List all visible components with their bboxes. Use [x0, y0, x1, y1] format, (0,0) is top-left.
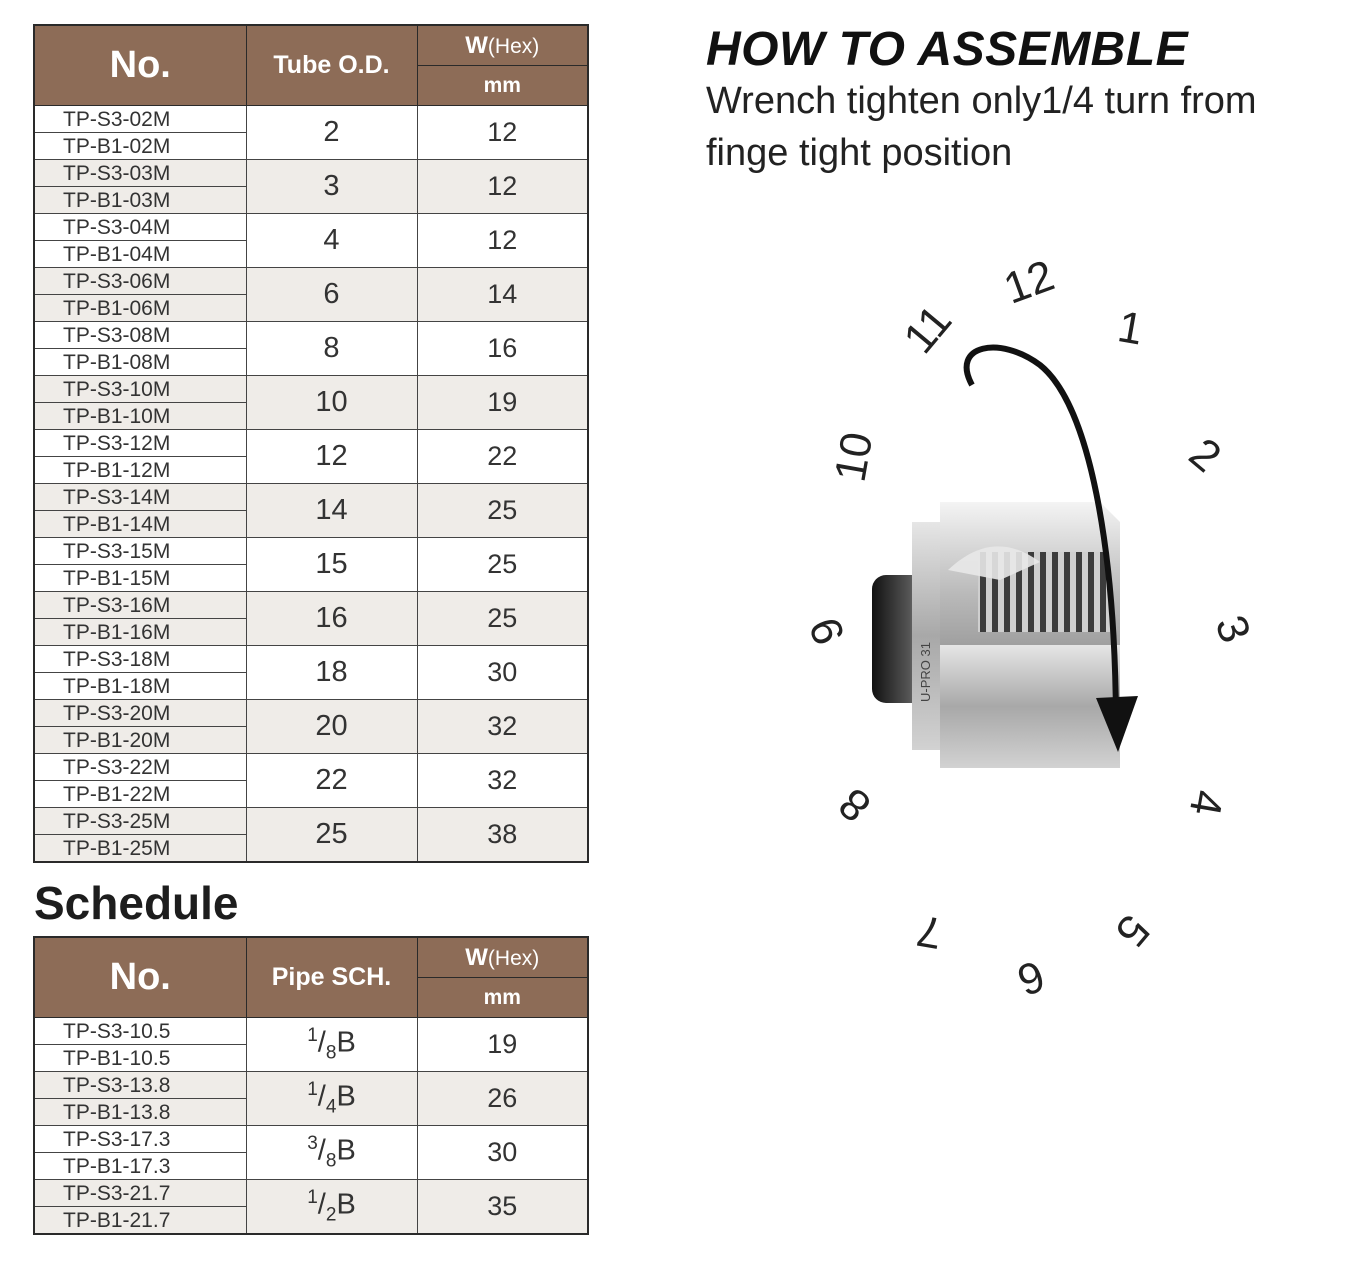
part-number-s3: TP-S3-22M [34, 754, 246, 781]
fraction-numerator: 1 [307, 1024, 318, 1046]
part-number-b1: TP-B1-10M [34, 403, 246, 430]
part-number-s3: TP-S3-17.3 [34, 1126, 246, 1153]
pipe-sch-cell [246, 1072, 417, 1126]
table-row [34, 268, 588, 295]
part-number-b1: TP-B1-14M [34, 511, 246, 538]
pipe-suffix: B [336, 1134, 356, 1167]
pipe-suffix: B [336, 1026, 356, 1059]
part-number-s3: TP-S3-12M [34, 430, 246, 457]
clock-number-1: 1 [1114, 302, 1147, 355]
header-w-hex [417, 25, 588, 66]
header-mm: mm [417, 66, 588, 106]
table-row [34, 1018, 588, 1045]
tube-od-cell: 22 [246, 754, 417, 808]
table-row [34, 484, 588, 511]
hex-size-cell: 19 [417, 376, 588, 430]
part-number-b1: TP-B1-16M [34, 619, 246, 646]
part-number-b1: TP-B1-03M [34, 187, 246, 214]
hex-size-cell: 32 [417, 700, 588, 754]
part-number-s3: TP-S3-18M [34, 646, 246, 673]
part-number-b1: TP-B1-12M [34, 457, 246, 484]
header-tube-od: Tube O.D. [246, 25, 417, 106]
part-number-s3: TP-S3-20M [34, 700, 246, 727]
part-number-s3: TP-S3-08M [34, 322, 246, 349]
schedule-heading: Schedule [34, 877, 239, 929]
tube-od-table [33, 24, 589, 863]
part-number-b1: TP-B1-22M [34, 781, 246, 808]
hex-size-cell: 19 [417, 1018, 588, 1072]
part-number-s3: TP-S3-06M [34, 268, 246, 295]
tube-od-cell: 4 [246, 214, 417, 268]
tube-od-cell: 18 [246, 646, 417, 700]
assemble-instruction-line-1: Wrench tighten only1/4 turn from [706, 80, 1257, 122]
table-row [34, 538, 588, 565]
tube-od-cell: 15 [246, 538, 417, 592]
fraction-denominator: 8 [325, 1150, 337, 1172]
part-number-b1: TP-B1-15M [34, 565, 246, 592]
hex-size-cell: 35 [417, 1180, 588, 1235]
clock-number-4: 4 [1179, 786, 1233, 820]
part-number-b1: TP-B1-06M [34, 295, 246, 322]
fraction-slash: / [317, 1188, 326, 1221]
pipe-sch-cell [246, 1126, 417, 1180]
fitting-illustration [872, 502, 1120, 768]
fraction-slash: / [317, 1134, 326, 1167]
part-number-b1: TP-B1-17.3 [34, 1153, 246, 1180]
header-pipe-sch: Pipe SCH. [246, 937, 417, 1018]
fraction-numerator: 1 [307, 1186, 318, 1208]
part-number-b1: TP-B1-10.5 [34, 1045, 246, 1072]
tube-od-cell: 3 [246, 160, 417, 214]
table-row [34, 106, 588, 133]
table-row [34, 322, 588, 349]
header-w: W [465, 31, 488, 59]
hex-size-cell: 16 [417, 322, 588, 376]
pipe-sch-cell [246, 1180, 417, 1235]
table-row [34, 592, 588, 619]
hex-size-cell: 26 [417, 1072, 588, 1126]
table-row [34, 430, 588, 457]
part-number-s3: TP-S3-15M [34, 538, 246, 565]
clock-number-12: 12 [997, 250, 1061, 314]
part-number-b1: TP-B1-13.8 [34, 1099, 246, 1126]
tube-od-cell: 12 [246, 430, 417, 484]
tube-od-cell: 20 [246, 700, 417, 754]
pipe-suffix: B [336, 1080, 356, 1113]
part-number-s3: TP-S3-16M [34, 592, 246, 619]
schedule-table-body [34, 1018, 588, 1235]
clock-number-9: 9 [800, 611, 855, 651]
part-number-b1: TP-B1-25M [34, 835, 246, 863]
clock-number-10: 10 [825, 428, 883, 486]
clock-number-2: 2 [1179, 428, 1231, 482]
hex-size-cell: 25 [417, 484, 588, 538]
pipe-sch-cell [246, 1018, 417, 1072]
table-row [34, 214, 588, 241]
fraction-numerator: 1 [307, 1078, 318, 1100]
header-w: W [465, 943, 488, 971]
pipe-suffix: B [336, 1188, 356, 1221]
part-number-b1: TP-B1-08M [34, 349, 246, 376]
header-no: No. [34, 25, 246, 106]
part-number-b1: TP-B1-02M [34, 133, 246, 160]
part-number-b1: TP-B1-04M [34, 241, 246, 268]
hex-size-cell: 32 [417, 754, 588, 808]
fraction-slash: / [317, 1026, 326, 1059]
part-number-s3: TP-S3-25M [34, 808, 246, 835]
tube-od-cell: 25 [246, 808, 417, 863]
hex-size-cell: 12 [417, 160, 588, 214]
header-no: No. [34, 937, 246, 1018]
hex-size-cell: 38 [417, 808, 588, 863]
fraction-denominator: 2 [325, 1204, 337, 1226]
tube-od-cell: 10 [246, 376, 417, 430]
hex-size-cell: 30 [417, 646, 588, 700]
fitting-lower-body [940, 645, 1120, 768]
hex-size-cell: 22 [417, 430, 588, 484]
table-row [34, 1180, 588, 1207]
part-number-b1: TP-B1-20M [34, 727, 246, 754]
part-number-s3: TP-S3-04M [34, 214, 246, 241]
part-number-b1: TP-B1-18M [34, 673, 246, 700]
fitting-label: U-PRO 31 [918, 642, 933, 702]
header-hex: (Hex) [487, 946, 540, 970]
clock-number-6: 6 [1011, 950, 1051, 1005]
hex-size-cell: 25 [417, 592, 588, 646]
header-hex: (Hex) [487, 34, 540, 58]
table-row [34, 808, 588, 835]
fraction-denominator: 4 [325, 1096, 337, 1118]
part-number-s3: TP-S3-21.7 [34, 1180, 246, 1207]
fitting-nut-face [912, 522, 942, 750]
assemble-title: HOW TO ASSEMBLE [706, 23, 1189, 76]
tube-od-cell: 16 [246, 592, 417, 646]
table-row [34, 700, 588, 727]
hex-size-cell: 14 [417, 268, 588, 322]
table-row [34, 376, 588, 403]
part-number-s3: TP-S3-03M [34, 160, 246, 187]
fraction-denominator: 8 [325, 1042, 337, 1064]
header-w-hex [417, 937, 588, 978]
tube-od-cell: 14 [246, 484, 417, 538]
clock-number-8: 8 [829, 778, 881, 832]
part-number-b1: TP-B1-21.7 [34, 1207, 246, 1235]
tube-od-cell: 6 [246, 268, 417, 322]
part-number-s3: TP-S3-10.5 [34, 1018, 246, 1045]
table-row [34, 1072, 588, 1099]
clock-number-11: 11 [894, 296, 962, 363]
fraction-numerator: 3 [307, 1132, 318, 1154]
hex-size-cell: 12 [417, 106, 588, 160]
hex-size-cell: 25 [417, 538, 588, 592]
part-number-s3: TP-S3-14M [34, 484, 246, 511]
table-row [34, 160, 588, 187]
hex-size-cell: 30 [417, 1126, 588, 1180]
part-number-s3: TP-S3-13.8 [34, 1072, 246, 1099]
part-number-s3: TP-S3-10M [34, 376, 246, 403]
assembly-clock-diagram [740, 240, 1300, 1040]
tube-od-cell: 8 [246, 322, 417, 376]
table-row [34, 1126, 588, 1153]
table-row [34, 754, 588, 781]
part-number-s3: TP-S3-02M [34, 106, 246, 133]
tube-od-cell: 2 [246, 106, 417, 160]
clock-number-7: 7 [913, 905, 946, 958]
clock-number-3: 3 [1205, 609, 1260, 649]
clock-number-5: 5 [1105, 905, 1159, 956]
fraction-slash: / [317, 1080, 326, 1113]
assemble-instruction-line-2: finge tight position [706, 132, 1013, 174]
hex-size-cell: 12 [417, 214, 588, 268]
table-row [34, 646, 588, 673]
header-mm: mm [417, 978, 588, 1018]
tube-table-body [34, 106, 588, 863]
schedule-table [33, 936, 589, 1235]
